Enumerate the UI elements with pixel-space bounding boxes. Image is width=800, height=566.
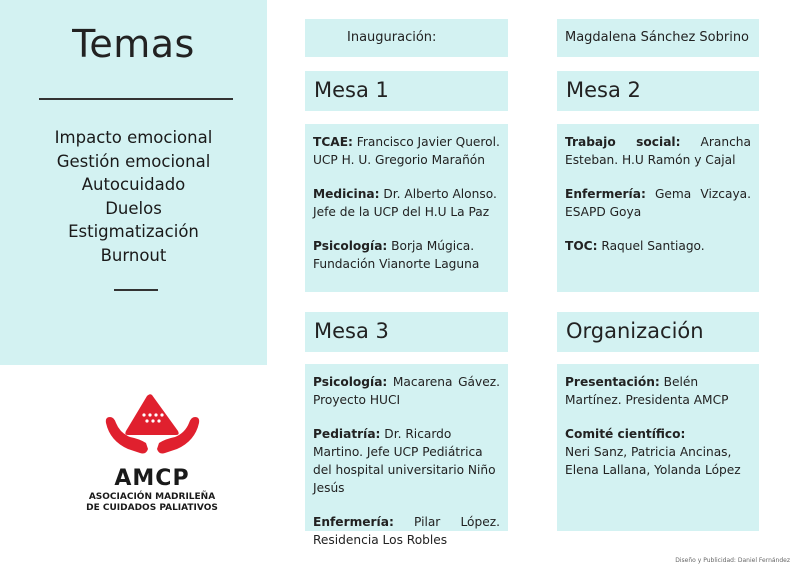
entry-text: Francisco Javier Querol. UCP H. U. Gregorio Marañón <box>313 135 500 167</box>
logo-subtitle <box>0 492 304 514</box>
mesa3-entry <box>313 425 500 497</box>
inauguracion-speaker: Magdalena Sánchez Sobrino <box>565 30 750 45</box>
entry-role: Pediatría: <box>313 427 381 441</box>
mesa3-header <box>305 312 508 352</box>
entry-text: Dr. Alberto Alonso. Jefe de la UCP del H.U La Paz <box>313 187 497 219</box>
logo-subtitle-line: ASOCIACIÓN MADRILEÑA <box>88 492 216 502</box>
mesa2-panel <box>557 124 759 292</box>
entry-text: Gema Vizcaya. ESAPD Goya <box>565 187 751 219</box>
entry-role: TOC: <box>565 239 598 253</box>
organizacion-entry <box>565 425 751 479</box>
mesa3-entry <box>313 513 500 549</box>
entry-text: Neri Sanz, Patricia Ancinas, Elena Lallana, Yolanda López <box>565 445 741 477</box>
entry-text: Belén Martínez. Presidenta AMCP <box>565 375 729 407</box>
entry-text: Arancha Esteban. H.U Ramón y Cajal <box>565 135 751 167</box>
mesa1-header <box>305 71 508 111</box>
inauguracion-speaker-box <box>557 19 759 57</box>
mesa2-entry <box>565 237 751 255</box>
topic-item: Duelos <box>105 198 162 218</box>
inauguracion-label: Inauguración: <box>347 30 437 45</box>
mesa1-entry <box>313 133 500 169</box>
entry-role: Psicología: <box>313 239 388 253</box>
topic-item: Autocuidado <box>81 175 186 195</box>
mesa1-entry <box>313 185 500 221</box>
entry-role: TCAE: <box>313 135 353 149</box>
mesa3-panel <box>305 364 508 547</box>
amcp-logo-icon <box>100 393 205 463</box>
entry-role: Comité científico: <box>565 427 686 441</box>
inauguracion-label-box <box>305 19 508 57</box>
topic-item: Estigmatización <box>68 222 199 242</box>
topic-item: Impacto emocional <box>54 128 213 147</box>
entry-role: Psicología: <box>313 375 388 389</box>
entry-text: Macarena Gávez. Proyecto HUCI <box>313 375 500 407</box>
entry-role: Presentación: <box>565 375 660 389</box>
logo-name: AMCP <box>114 466 190 491</box>
entry-role: Enfermería: <box>565 187 646 201</box>
mesa2-header <box>557 71 759 111</box>
entry-text: Pilar López. Residencia Los Robles <box>313 515 500 547</box>
entry-role: Trabajo social: <box>565 135 681 149</box>
entry-text: Raquel Santiago. <box>597 239 705 253</box>
organizacion-panel <box>557 364 759 531</box>
mesa1-title: Mesa 1 <box>314 78 389 102</box>
mesa3-entry <box>313 373 500 409</box>
organizacion-header <box>557 312 759 352</box>
topic-item: Burnout <box>100 245 167 265</box>
mesa3-title: Mesa 3 <box>314 319 389 343</box>
mesa2-entry <box>565 133 751 169</box>
entry-text: Dr. Ricardo Martino. Jefe UCP Pediátrica del hospital universitario Niño Jesús <box>313 427 496 495</box>
mesa1-panel <box>305 124 508 292</box>
topics-list <box>0 126 267 268</box>
mesa2-title: Mesa 2 <box>566 78 641 102</box>
design-credit: Diseño y Publicidad: Daniel Fernández <box>675 557 790 564</box>
mesa2-entry <box>565 185 751 221</box>
temas-title: Temas <box>72 22 195 66</box>
logo-subtitle-line: DE CUIDADOS PALIATIVOS <box>86 503 218 513</box>
organizacion-entry <box>565 373 751 409</box>
entry-text: Borja Múgica. Fundación Vianorte Laguna <box>313 239 480 271</box>
entry-role: Enfermería: <box>313 515 394 529</box>
topic-item: Gestión emocional <box>56 151 211 171</box>
mesa1-entry <box>313 237 500 273</box>
title-divider <box>39 98 233 100</box>
organizacion-title: Organización <box>566 319 704 343</box>
entry-role: Medicina: <box>313 187 380 201</box>
topics-divider <box>114 289 158 291</box>
